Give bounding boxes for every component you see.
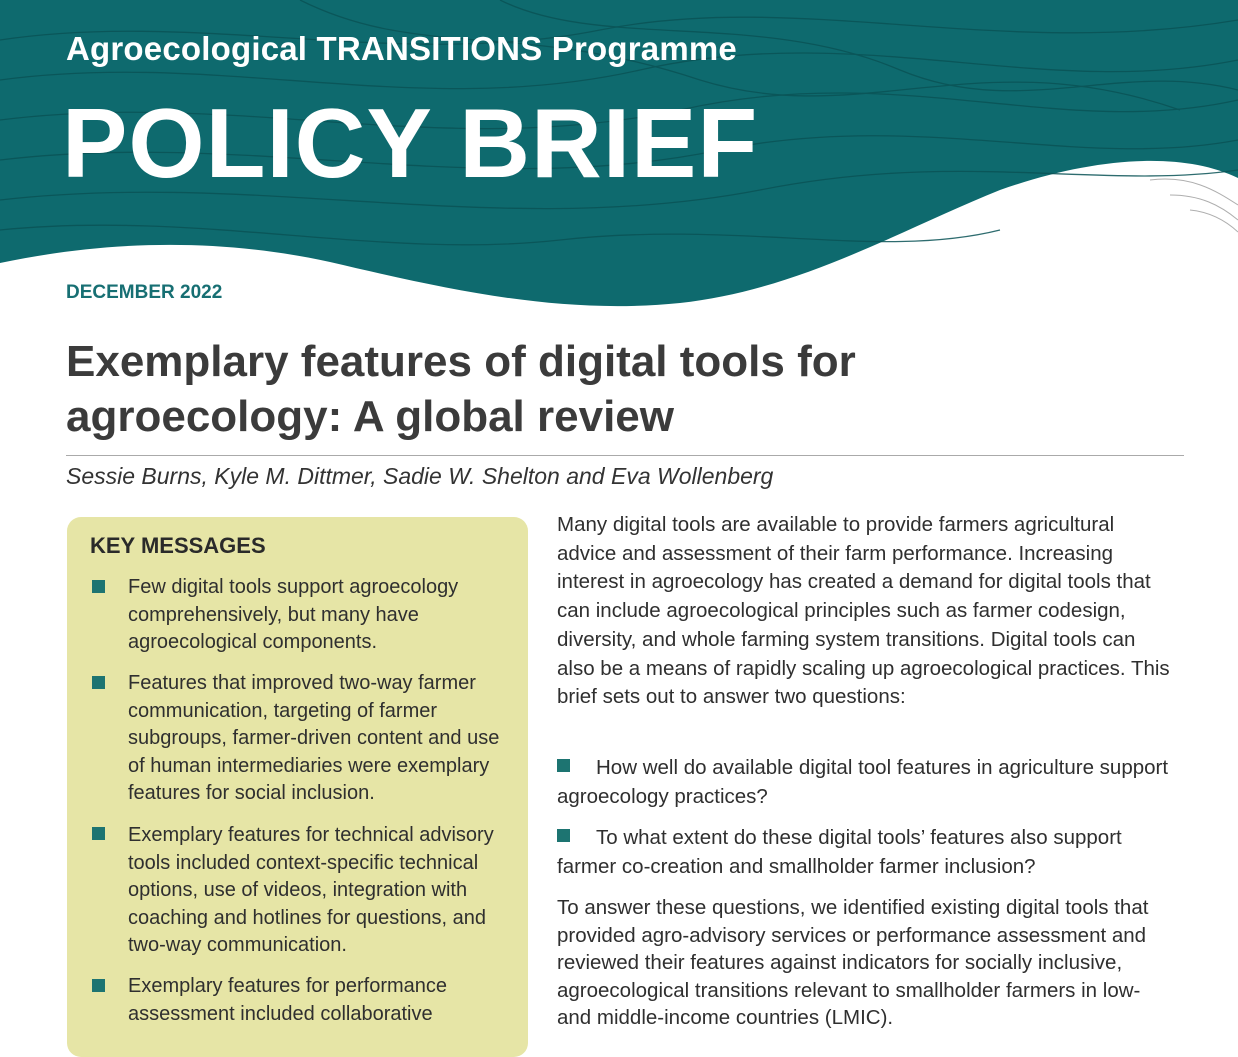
- authors: Sessie Burns, Kyle M. Dittmer, Sadie W. Shelton and Eva Wollenberg: [66, 463, 774, 489]
- policy-brief-label: POLICY BRIEF: [62, 88, 759, 198]
- question-text: How well do available digital tool features in agriculture support agroecology practices?: [557, 756, 1169, 808]
- key-message-item: Exemplary features for performance assessment included collaborative: [128, 975, 448, 1025]
- programme-name: Agroecological TRANSITIONS Programme: [66, 30, 737, 67]
- square-bullet-icon: [92, 979, 105, 992]
- question-item: [557, 824, 1177, 881]
- key-message-item: Exemplary features for technical advisory tools included context-specific technical options, use of videos, integration with coaching and hotlines for questions, and two-way communication.: [128, 824, 494, 957]
- document-title: [66, 334, 1166, 444]
- intro-paragraph: Many digital tools are available to provide farmers agricultural advice and assessment of their farm performance. Increasing interest in agroecology has created a demand for digital tools that can include agroecological principles such as farmer codesign, diversity, and whole farming system transitions. Digital tools can also be a means of rapidly scaling up agroecological practices. This brief sets out to answer two questions:: [557, 513, 1170, 709]
- square-bullet-icon: [557, 759, 570, 772]
- title-divider: [66, 455, 1184, 456]
- question-item: [557, 754, 1177, 811]
- square-bullet-icon: [92, 580, 105, 593]
- method-paragraph: To answer these questions, we identified existing digital tools that provided agro-advisory services or performance assessment and reviewed their features against indicators for socially inclusive, agroecological transitions relevant to smallholder farmers in low- and middle-income countries (LMIC).: [557, 896, 1149, 1029]
- key-messages-box: [67, 517, 528, 1057]
- square-bullet-icon: [92, 676, 105, 689]
- question-text: To what extent do these digital tools’ features also support farmer co-creation and smallholder farmer inclusion?: [557, 826, 1122, 878]
- key-messages-heading: KEY MESSAGES: [90, 533, 266, 558]
- key-message-item: Features that improved two-way farmer communication, targeting of farmer subgroups, farmer-driven content and use of human intermediaries were exemplary features for social inclusion.: [128, 672, 500, 805]
- title-line-1: Exemplary features of digital tools for: [66, 337, 856, 386]
- title-line-2: agroecology: A global review: [66, 392, 674, 441]
- square-bullet-icon: [557, 829, 570, 842]
- publication-date: DECEMBER 2022: [66, 282, 223, 303]
- key-message-item: Few digital tools support agroecology comprehensively, but many have agroecological components.: [128, 576, 459, 654]
- square-bullet-icon: [92, 827, 105, 840]
